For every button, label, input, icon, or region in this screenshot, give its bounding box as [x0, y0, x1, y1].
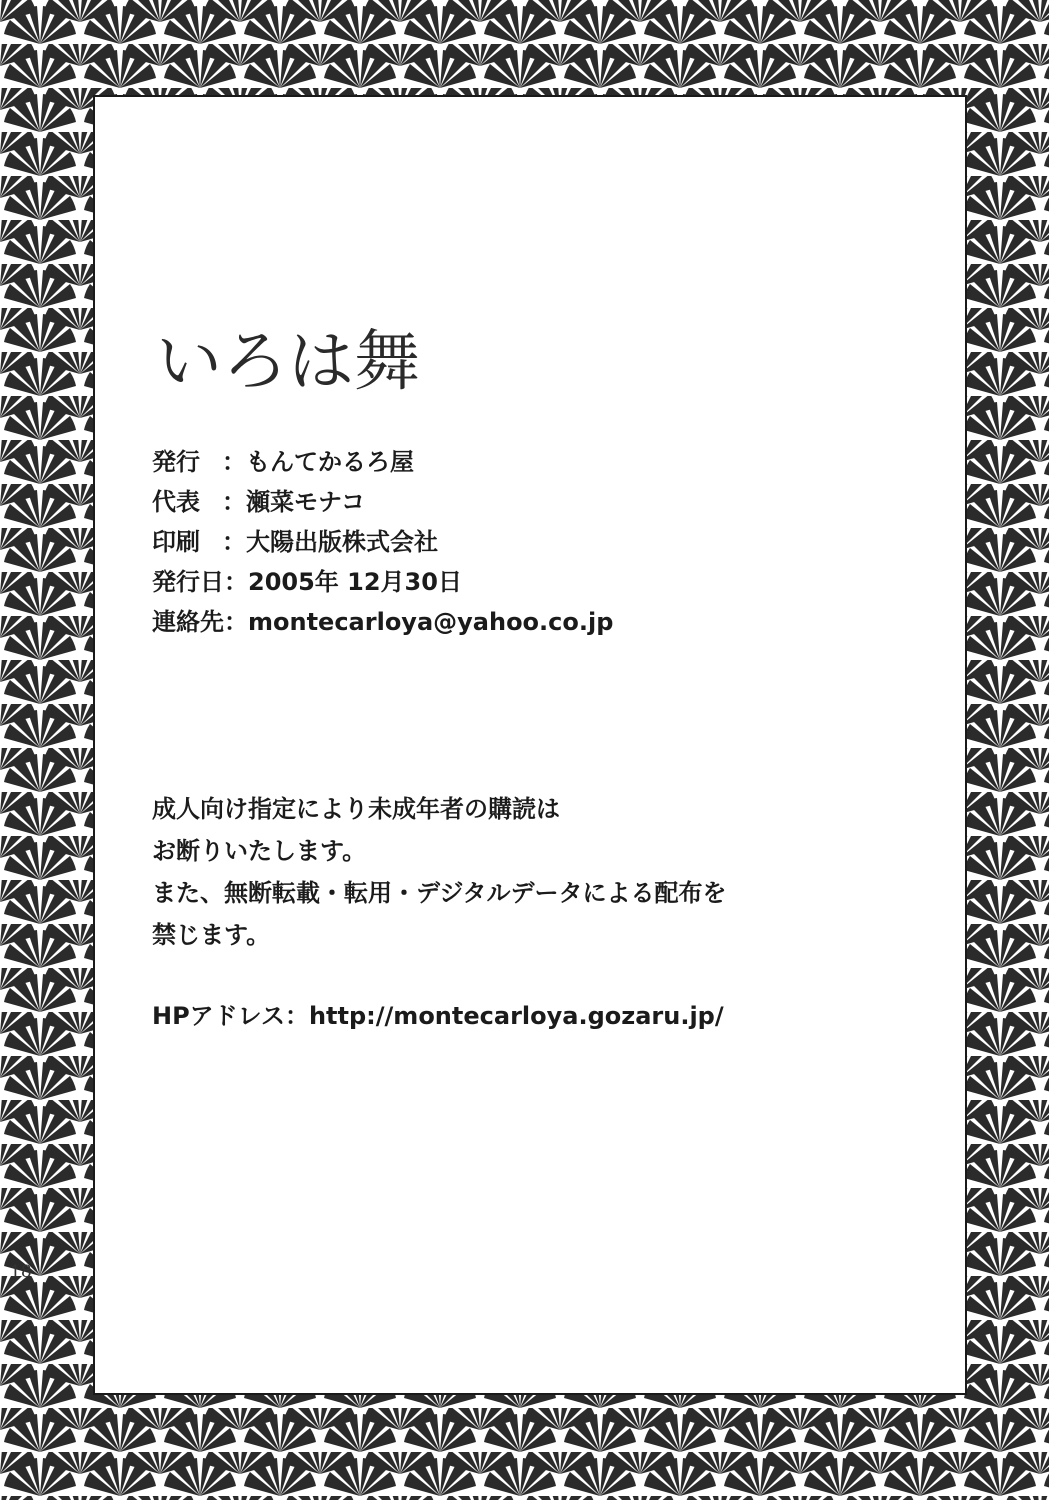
book-title: いろは舞: [156, 323, 420, 400]
printer-row: [152, 522, 613, 562]
age-restriction-notice: [152, 788, 727, 956]
publication-date-label: 発行日: [152, 568, 224, 596]
contact-label: 連絡先: [152, 608, 224, 636]
contact-separator: ：: [224, 608, 248, 636]
page-number: 18: [10, 1262, 32, 1282]
representative-value: 瀬菜モナコ: [246, 488, 366, 516]
contact-row: [152, 602, 613, 642]
homepage-url: http://montecarloya.gozaru.jp/: [308, 1002, 724, 1030]
publication-date-separator: ：: [224, 568, 248, 596]
printer-value: 大陽出版株式会社: [246, 528, 438, 556]
publication-date-row: [152, 562, 613, 602]
publisher-separator: ：: [222, 448, 246, 476]
representative-separator: ：: [222, 488, 246, 516]
representative-row: [152, 482, 613, 522]
publisher-value: もんてかるろ屋: [246, 448, 414, 476]
printer-separator: ：: [222, 528, 246, 556]
notice-line: 禁じます。: [152, 921, 271, 949]
content-panel: [93, 95, 967, 1395]
colophon-list: [152, 442, 613, 642]
representative-label: 代表: [152, 488, 200, 516]
publication-date-value: 2005年 12月30日: [248, 568, 462, 596]
notice-line: お断りいたします。: [152, 837, 367, 865]
homepage-separator: ：: [284, 1002, 309, 1030]
contact-email: montecarloya@yahoo.co.jp: [248, 608, 614, 636]
notice-line: 成人向け指定により未成年者の購読は: [152, 795, 560, 823]
homepage-label: HPアドレス: [152, 1002, 285, 1030]
homepage-address: [152, 996, 724, 1036]
printer-label: 印刷: [152, 528, 200, 556]
publisher-row: [152, 442, 613, 482]
notice-line: また、無断転載・転用・デジタルデータによる配布を: [152, 879, 727, 907]
publisher-label: 発行: [152, 448, 200, 476]
